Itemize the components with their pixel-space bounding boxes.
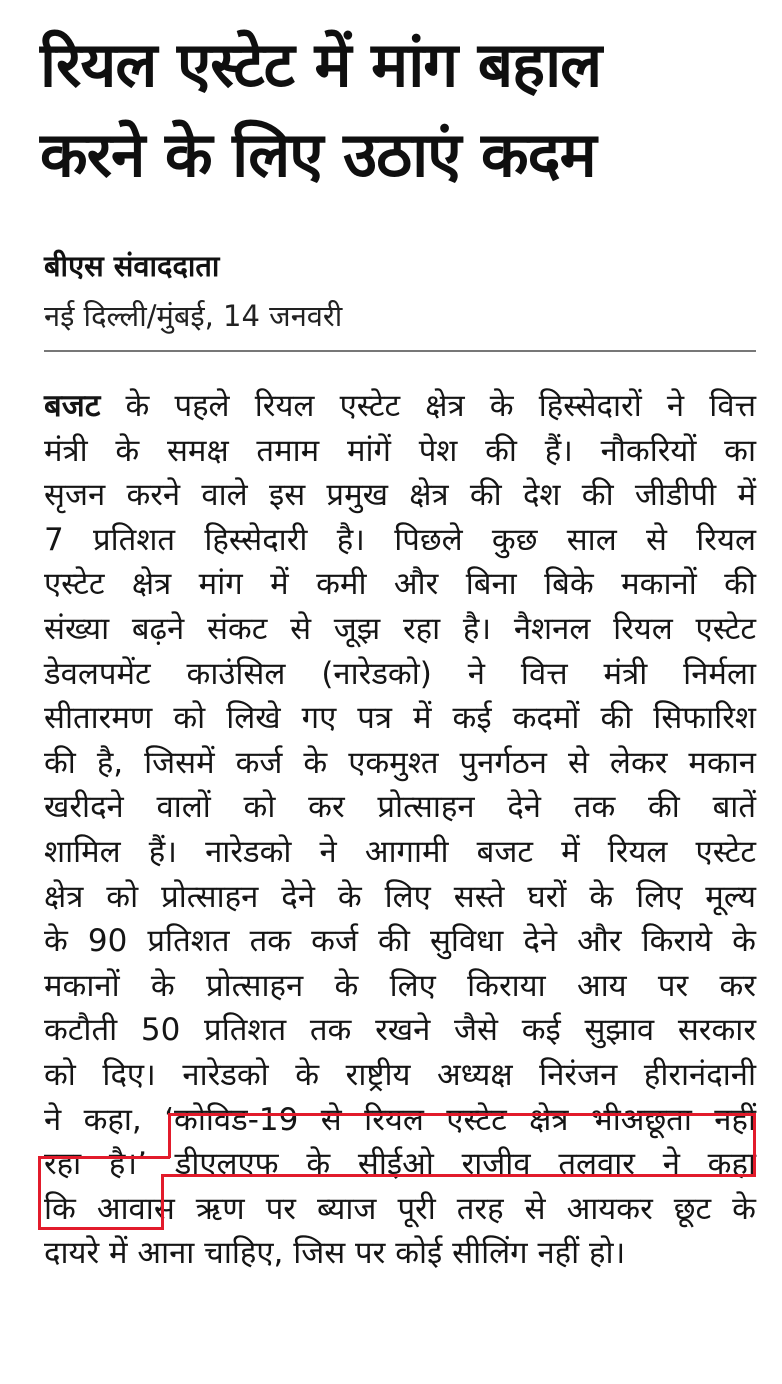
body-line: मकानों के प्रोत्साहन के लिए किराया आय पर कर — [44, 967, 756, 1004]
body-line: ने कहा, ‘कोविड-19 से रियल एस्टेट क्षेत्र भीअछूता नहीं — [44, 1101, 756, 1138]
body-line: कि आवास ऋण पर ब्याज पूरी तरह से आयकर छूट के — [44, 1190, 756, 1227]
highlight-inner-edge — [161, 1174, 164, 1230]
body-line: डेवलपमेंट काउंसिल (नारेडको) ने वित्त मंत्री निर्मला — [44, 655, 756, 692]
body-line: एस्टेट क्षेत्र मांग में कमी और बिना बिके मकानों की — [44, 566, 756, 603]
headline-line-2: करने के लिए उठाएं कदम — [40, 118, 596, 191]
headline — [40, 20, 760, 200]
byline: बीएस संवाददाता — [44, 249, 220, 283]
highlight-bottom — [162, 1174, 756, 1177]
body-line: के 90 प्रतिशत तक कर्ज की सुविधा देने और किराये के — [44, 923, 756, 960]
body-line: रहा है।’ डीएलएफ के सीईओ राजीव तलवार ने कहा — [44, 1146, 756, 1183]
highlight-notch-left — [168, 1113, 171, 1158]
body-line: संख्या बढ़ने संकट से जूझ रहा है। नैशनल रियल एस्टेट — [44, 610, 756, 647]
body-line: मंत्री के समक्ष तमाम मांगें पेश की हैं। नौकरियों का — [44, 432, 756, 469]
divider — [44, 350, 756, 352]
body-line: की है, जिसमें कर्ज के एकमुश्त पुनर्गठन से लेकर मकान — [44, 744, 756, 781]
body-line: शामिल हैं। नारेडको ने आगामी बजट में रियल एस्टेट — [44, 833, 756, 870]
body-line: को दिए। नारेडको के राष्ट्रीय अध्यक्ष निरंजन हीरानंदानी — [44, 1056, 756, 1093]
body-line: सृजन करने वाले इस प्रमुख क्षेत्र की देश की जीडीपी में — [44, 477, 756, 514]
highlight-bottom-left — [38, 1227, 164, 1230]
body-line: कटौती 50 प्रतिशत तक रखने जैसे कई सुझाव सरकार — [44, 1012, 756, 1049]
body-line: बजट के पहले रियल एस्टेट क्षेत्र के हिस्सेदारों ने वित्त — [44, 388, 756, 424]
body-line: सीतारमण को लिखे गए पत्र में कई कदमों की सिफारिश — [44, 700, 756, 737]
highlight-top-right — [168, 1113, 756, 1116]
highlight-right-edge — [753, 1113, 756, 1177]
body-line: 7 प्रतिशत हिस्सेदारी है। पिछले कुछ साल से रियल — [44, 521, 756, 558]
headline-line-1: रियल एस्टेट में मांग बहाल — [40, 28, 602, 101]
body-line: दायरे में आना चाहिए, जिस पर कोई सीलिंग नहीं हो। — [44, 1235, 626, 1272]
dateline: नई दिल्ली/मुंबई, 14 जनवरी — [44, 299, 343, 333]
body-line: खरीदने वालों को कर प्रोत्साहन देने तक की बातें — [44, 789, 756, 826]
lead-word: बजट — [44, 388, 101, 424]
article-body — [44, 384, 756, 1276]
highlight-left-edge — [38, 1156, 41, 1230]
body-line: क्षेत्र को प्रोत्साहन देने के लिए सस्ते घरों के लिए मूल्य — [44, 878, 756, 915]
highlight-notch-top — [38, 1156, 170, 1159]
